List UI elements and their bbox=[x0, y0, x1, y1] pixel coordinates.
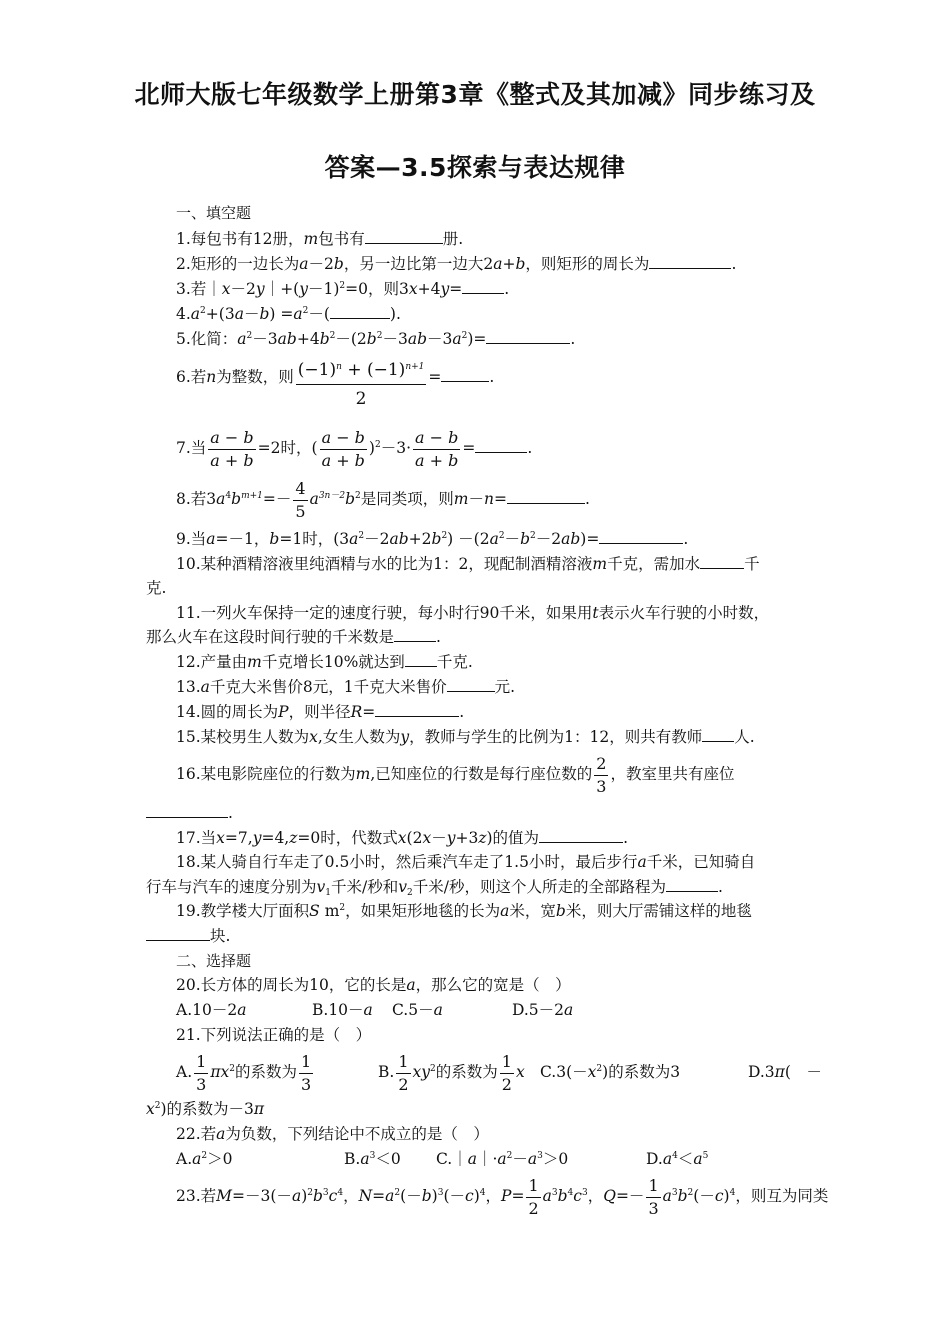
question-10: 10.某种酒精溶液里纯酒精与水的比为1：2，现配制酒精溶液m千克，需加水 千 bbox=[176, 555, 760, 573]
fraction: $\frac{a - b}{a + b}$ bbox=[415, 427, 459, 470]
section-fill-heading: 一、填空题 bbox=[176, 204, 252, 222]
question-19-cont: 块. bbox=[146, 926, 230, 946]
option-20b[interactable]: B.10－a bbox=[312, 1001, 373, 1019]
answer-blank[interactable] bbox=[702, 727, 734, 742]
question-21: 21.下列说法正确的是（ ） bbox=[176, 1026, 372, 1044]
answer-blank[interactable] bbox=[405, 652, 437, 667]
question-4: $4.a^2+(3a-b) =a^2-$( ). bbox=[176, 305, 401, 323]
option-22b[interactable]: $B.a^3<0$ bbox=[344, 1150, 401, 1168]
answer-blank[interactable] bbox=[666, 877, 718, 892]
answer-blank[interactable] bbox=[447, 677, 495, 692]
option-21c[interactable]: $C.3(-x^2)$的系数为3 bbox=[540, 1063, 681, 1081]
question-1: 1.每包书有12册，m包书有 册. bbox=[176, 230, 464, 248]
question-16-cont: . bbox=[146, 803, 233, 823]
answer-blank[interactable] bbox=[146, 803, 228, 818]
question-16: 16.某电影院座位的行数为m,已知座位的行数是每行座位数的 $\frac{2}{3}$ ，教室里共有座位 bbox=[176, 753, 735, 796]
question-19: 19.教学楼大厅面积S $m^2$，如果矩形地毯的长为a米，宽b米，则大厅需铺这样的地毯 bbox=[176, 902, 752, 920]
answer-blank[interactable] bbox=[507, 489, 585, 504]
question-7: 7.当 $\frac{a - b}{a + b}$ =2时，( $\frac{a - b}{a + b}$ )$^2$－3· $\frac{a - b}{a + b}$ = . bbox=[176, 427, 533, 470]
option-21b[interactable]: B. $\frac{1}{2}$ $xy^2$的系数为 $\frac{1}{2}$ x bbox=[378, 1051, 525, 1094]
option-21d[interactable]: D.3π( － bbox=[748, 1063, 822, 1081]
question-20: 20.长方体的周长为10，它的长是a，那么它的宽是（ ） bbox=[176, 976, 571, 994]
answer-blank[interactable] bbox=[649, 254, 731, 269]
fraction: $\frac{1}{3}$ bbox=[648, 1175, 659, 1218]
question-5: 5.化简：$a^2-3ab+4b^2-(2b^2-3ab-3a^2)=$ . bbox=[176, 330, 576, 348]
question-18: 18.某人骑自行车走了0.5小时，然后乘汽车走了1.5小时，最后步行a千米，已知骑自 bbox=[176, 853, 756, 871]
option-22c[interactable]: $C.|a|\cdot a^2-a^3>0$ bbox=[436, 1150, 569, 1168]
question-9: 9.当a=－1，b=1时，$(3a^2-2ab+2b^2) -(2a^2-b^2-2ab)=$ . bbox=[176, 530, 689, 548]
fraction: $\frac{1}{3}$ bbox=[301, 1051, 312, 1094]
question-22: 22.若a为负数，下列结论中不成立的是（ ） bbox=[176, 1125, 489, 1143]
question-18-cont: 行车与汽车的速度分别为$v_1$千米/秒和$v_2$千米/秒，则这个人所走的全部路程为 . bbox=[146, 878, 723, 898]
fraction: $\frac{1}{2}$ bbox=[398, 1051, 409, 1094]
fraction: $\frac{1}{2}$ bbox=[501, 1051, 512, 1094]
answer-blank[interactable] bbox=[475, 438, 527, 453]
question-3: 3.若$|x-2y|+(y-1)^2=0$，则3x+4y= . bbox=[176, 280, 510, 298]
fraction: $\frac{1}{2}$ bbox=[528, 1175, 539, 1218]
option-22d[interactable]: $D.a^4<a^5$ bbox=[646, 1150, 709, 1168]
fraction: $\frac{a - b}{a + b}$ bbox=[321, 427, 365, 470]
question-12: 12.产量由m千克增长10%就达到 千克. bbox=[176, 653, 473, 671]
question-8: 8.若$3a^4b^{m+1}=-$ $\frac{4}{5}$ $a^{3n-2}b^2$是同类项，则m－n= . bbox=[176, 478, 590, 521]
document-title-line2: 答案—3.5探索与表达规律 bbox=[324, 153, 626, 182]
option-20a[interactable]: A.10－2a bbox=[176, 1001, 247, 1019]
question-2: 2.矩形的一边长为a－2b，另一边比第一边大2a+b，则矩形的周长为 . bbox=[176, 255, 737, 273]
question-14: 14.圆的周长为P，则半径R= . bbox=[176, 703, 465, 721]
answer-blank[interactable] bbox=[462, 279, 504, 294]
answer-blank[interactable] bbox=[486, 329, 570, 344]
section-choice-heading: 二、选择题 bbox=[176, 952, 252, 970]
option-20c[interactable]: C.5－a bbox=[392, 1001, 443, 1019]
answer-blank[interactable] bbox=[441, 367, 489, 382]
answer-blank[interactable] bbox=[365, 229, 443, 244]
fraction: $\frac{(-1)^n + (-1)^{n+1}}{2}$ bbox=[297, 360, 425, 409]
answer-blank[interactable] bbox=[394, 627, 436, 642]
answer-blank[interactable] bbox=[330, 304, 390, 319]
fraction: $\frac{1}{3}$ bbox=[196, 1051, 207, 1094]
fraction: $\frac{2}{3}$ bbox=[596, 753, 607, 796]
question-11: 11.一列火车保持一定的速度行驶，每小时行90千米，如果用t表示火车行驶的小时数， bbox=[176, 604, 770, 622]
question-11-cont: 那么火车在这段时间行驶的千米数是 . bbox=[146, 628, 441, 646]
option-22a[interactable]: $A.a^2>0$ bbox=[176, 1150, 233, 1168]
answer-blank[interactable] bbox=[375, 702, 459, 717]
question-17: 17.当x=7,y=4,z=0时，代数式x(2x－y+3z)的值为 . bbox=[176, 829, 628, 847]
question-10-cont: 克. bbox=[146, 579, 167, 597]
fraction: $\frac{4}{5}$ bbox=[295, 478, 306, 521]
option-21d-cont: $x^2$)的系数为－3π bbox=[146, 1100, 265, 1118]
question-13: 13.a千克大米售价8元，1千克大米售价 元. bbox=[176, 678, 516, 696]
question-15: 15.某校男生人数为x,女生人数为y，教师与学生的比例为1：12，则共有教师 人. bbox=[176, 728, 755, 746]
option-21a[interactable]: A. $\frac{1}{3}$ $\pi x^2$的系数为 $\frac{1}{3}$ bbox=[176, 1051, 312, 1094]
question-23: 23.若$M=-3(-a)^2b^3c^4$，$N=a^2(-b)^3(-c)^4$，P= $\frac{1}{2}$ $a^3b^4c^3$，Q=－ $\frac{1}{3}$ $a^3b^2(-c)^4$，则互为同类 bbox=[176, 1175, 829, 1218]
question-6: 6.若n为整数，则 $\frac{(-1)^n + (-1)^{n+1}}{2}$ = . bbox=[176, 360, 495, 409]
option-20d[interactable]: D.5－2a bbox=[512, 1001, 574, 1019]
answer-blank[interactable] bbox=[539, 828, 623, 843]
answer-blank[interactable] bbox=[700, 554, 744, 569]
answer-blank[interactable] bbox=[146, 926, 210, 941]
fraction: $\frac{a - b}{a + b}$ bbox=[210, 427, 254, 470]
answer-blank[interactable] bbox=[599, 529, 683, 544]
document-title-line1: 北师大版七年级数学上册第3章《整式及其加减》同步练习及 bbox=[134, 80, 816, 109]
